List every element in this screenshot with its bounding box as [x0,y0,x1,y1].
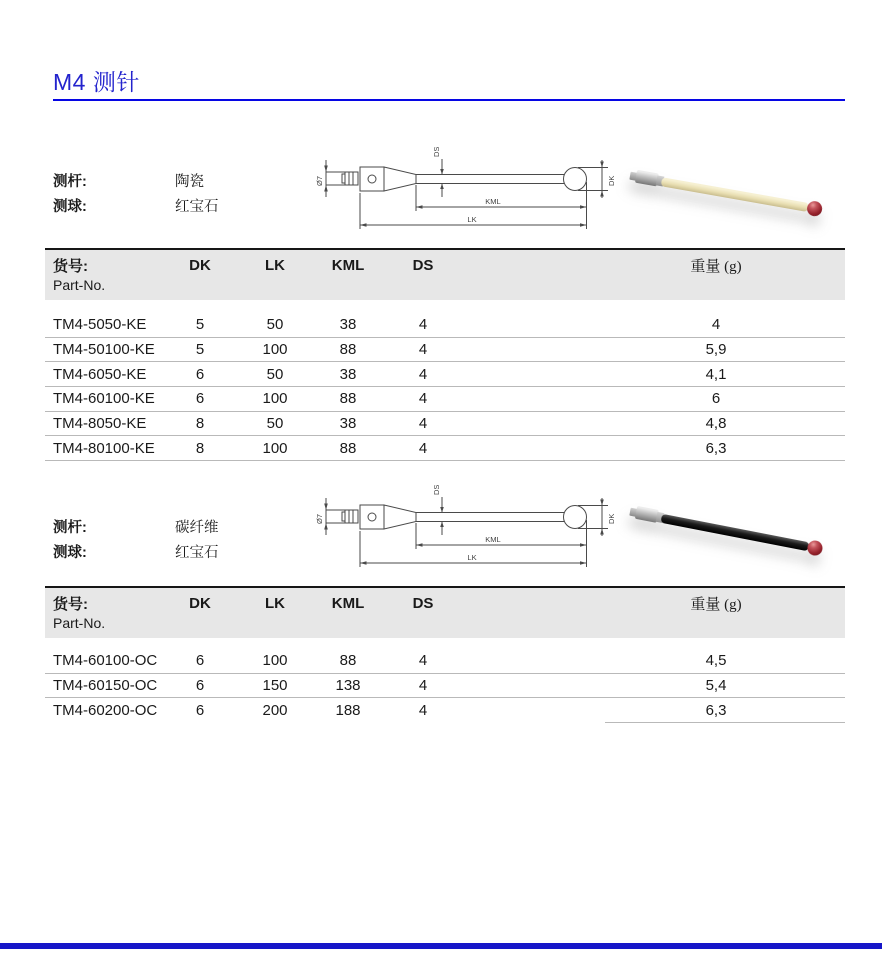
table-header-row [45,254,845,276]
table-row [45,436,845,461]
cell-kml: 38 [339,415,357,433]
cell-part: TM4-8050-KE [53,415,147,433]
col-header-kml: KML [331,256,365,274]
cell-part: TM4-60100-OC [53,652,158,670]
shaft-label: 测杆: [53,520,87,536]
cell-part: TM4-60150-OC [53,677,158,695]
section1-specs [53,170,219,220]
cell-weight: 6,3 [705,439,727,457]
dim-label-lk: LK [467,553,477,562]
table-row [45,362,845,387]
ceramic-shaft [661,177,809,212]
dim-label-dk: DK [607,513,616,524]
cell-kml: 38 [339,316,357,334]
shaft-value: 陶瓷 [175,174,204,190]
cell-weight: 6,3 [705,701,727,719]
cell-ds: 4 [418,341,428,359]
cell-ds: 4 [418,390,428,408]
carbon-stylus-table [45,586,845,723]
ball-value: 红宝石 [175,199,219,215]
col-header-weight: 重量 (g) [690,596,742,613]
col-header-weight: 重量 (g) [690,258,742,275]
bottom-accent-bar [0,943,882,949]
cell-weight: 4 [711,316,721,334]
table-header-row [45,592,845,614]
dim-label-lk: LK [467,215,477,224]
table-row [45,338,845,363]
dim-label-ds: DS [432,146,441,157]
cell-dk: 6 [195,677,205,695]
cell-dk: 5 [195,341,205,359]
col-header-part-no: 货号: [53,257,88,275]
section2-specs [53,516,219,566]
table-row [45,387,845,412]
cell-lk: 150 [262,677,288,695]
cell-part: TM4-60100-KE [53,390,155,408]
cell-lk: 100 [262,439,288,457]
col-header-dk: DK [189,594,211,612]
col-header-lk: LK [265,594,285,612]
cell-kml: 88 [339,341,357,359]
cell-ds: 4 [418,677,428,695]
cell-part: TM4-60200-OC [53,701,158,719]
ball-value: 红宝石 [175,545,219,561]
table-row [45,698,845,722]
stylus-technical-drawing [312,483,622,575]
table-row [45,313,845,338]
col-header-ds: DS [412,256,434,274]
page-title: M4 测针 [53,69,140,95]
table-header [45,586,845,638]
cell-dk: 5 [195,316,205,334]
cell-ds: 4 [418,652,428,670]
col-header-part-no: 货号: [53,595,88,613]
cell-lk: 200 [262,701,288,719]
shaft-value: 碳纤维 [175,520,219,536]
spec-row-shaft [53,170,219,195]
cell-dk: 8 [195,415,205,433]
cell-weight: 4,8 [705,415,727,433]
cell-ds: 4 [418,439,428,457]
ceramic-stylus-table [45,248,845,461]
cell-ds: 4 [418,415,428,433]
cell-weight: 5,9 [705,341,727,359]
spec-row-ball [53,541,219,566]
carbon-shaft [661,513,810,550]
weight-column-rule [605,722,845,723]
cell-dk: 6 [195,701,205,719]
ball-label: 测球: [53,545,87,561]
spec-row-shaft [53,516,219,541]
col-header-part-no-sub: Part-No. [53,615,106,631]
ceramic-stylus [629,168,824,218]
col-header-ds: DS [412,594,434,612]
ruby-ball [806,200,823,217]
col-header-lk: LK [265,256,285,274]
cell-lk: 50 [266,316,284,334]
cell-ds: 4 [418,365,428,383]
cell-weight: 6 [711,390,721,408]
table-body [45,638,845,723]
carbon-stylus [629,504,824,557]
cell-part: TM4-80100-KE [53,439,155,457]
cell-weight: 4,1 [705,365,727,383]
cell-dk: 8 [195,439,205,457]
stylus-technical-drawing [312,145,622,237]
cell-ds: 4 [418,316,428,334]
cell-part: TM4-5050-KE [53,316,147,334]
dim-label-dk: DK [607,175,616,186]
shaft-label: 测杆: [53,174,87,190]
spec-row-ball [53,195,219,220]
table-row [45,412,845,437]
cell-lk: 100 [262,341,288,359]
dim-label-kml: KML [485,535,501,544]
table-header [45,248,845,300]
ball-label: 测球: [53,199,87,215]
dim-label-d7: Ø7 [315,513,324,524]
col-header-part-no-sub: Part-No. [53,277,106,293]
table-row [45,674,845,699]
cell-weight: 4,5 [705,652,727,670]
cell-kml: 88 [339,390,357,408]
cell-weight: 5,4 [705,677,727,695]
title-underline [53,99,845,101]
cell-dk: 6 [195,390,205,408]
ruby-ball [806,539,824,557]
cell-ds: 4 [418,701,428,719]
cell-lk: 50 [266,415,284,433]
cell-lk: 100 [262,652,288,670]
col-header-kml: KML [331,594,365,612]
cell-lk: 100 [262,390,288,408]
ceramic-stylus-photo [622,158,852,233]
cell-kml: 188 [335,701,361,719]
cell-kml: 88 [339,439,357,457]
dim-label-ds: DS [432,484,441,495]
dim-label-kml: KML [485,197,501,206]
table-body [45,300,845,461]
col-header-dk: DK [189,256,211,274]
cell-kml: 138 [335,677,361,695]
cell-lk: 50 [266,365,284,383]
cell-kml: 88 [339,652,357,670]
cell-part: TM4-6050-KE [53,365,147,383]
cell-kml: 38 [339,365,357,383]
table-row [45,649,845,674]
dim-label-d7: Ø7 [315,175,324,186]
cell-dk: 6 [195,365,205,383]
carbon-stylus-photo [622,494,852,569]
cell-part: TM4-50100-KE [53,341,155,359]
cell-dk: 6 [195,652,205,670]
